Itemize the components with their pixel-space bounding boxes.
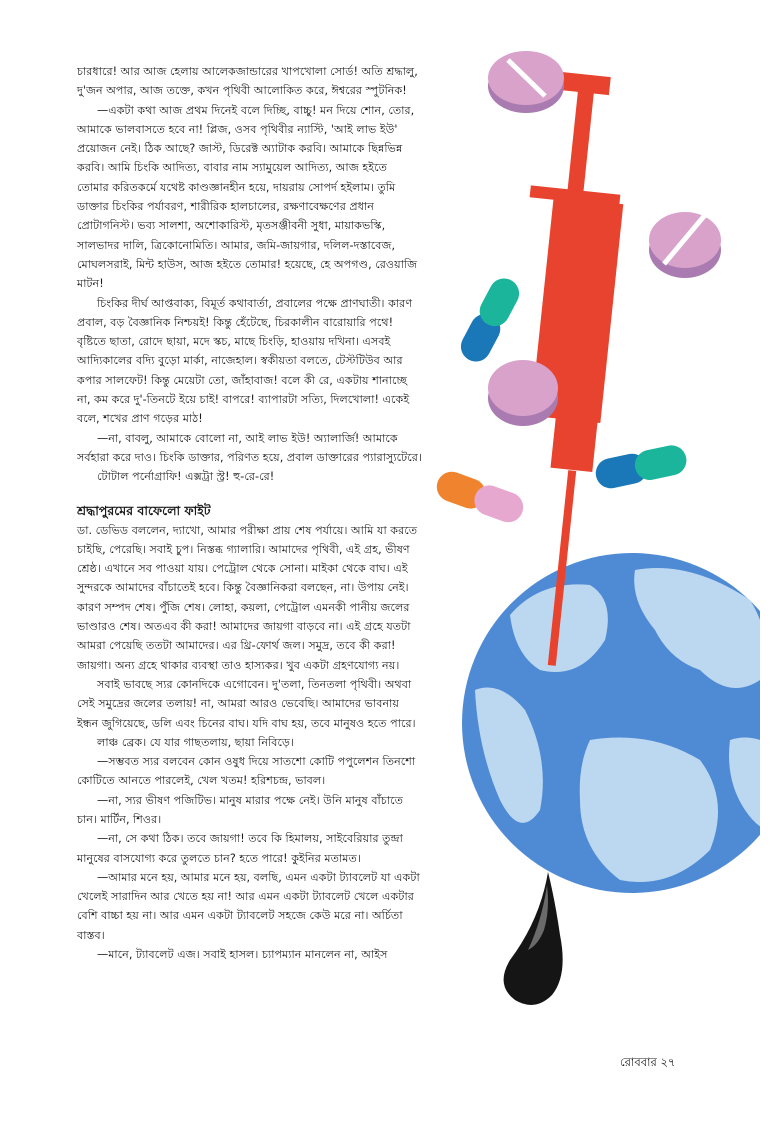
paragraph: —সম্ভবত স্যর বলবেন কোন ওষুধ দিয়ে সাতশো কোটি পপুলেশন তিনশো কোটিতে আনতে পারলেই, খেল খতম! হরিশচন্দ্র, ভাবল।: [77, 755, 416, 788]
globe-landmass: [580, 738, 718, 883]
capsule: [593, 443, 689, 491]
paragraph: —না, স্যর ভীষণ পজিটিভ। মানুষ মারার পক্ষে নেই। উনি মানুষ বাঁচাতে চান। মার্টিন, শিওর।: [77, 793, 403, 826]
page-folio: রোববার ২৭: [620, 1055, 676, 1069]
syringe-tip: [551, 418, 598, 472]
section-heading: শ্রদ্ধাপুরমের বাফেলো ফাইট: [77, 502, 211, 518]
pill-tablet: [488, 360, 558, 426]
paragraph: টোটাল পর্নোগ্রাফি! এক্সট্রা স্ট্র! হু-রে-রে!: [97, 470, 275, 484]
paragraph: —একটা কথা আজ প্রথম দিনেই বলে দিচ্ছি, বাচ্চু! মন দিয়ে শোন, তোর, আমাকে ভালবাসতে হবে না! প্লিজ, ওসব পৃথিবীর ন্যাস্টি, 'আই লাভ ইউ' প্রয়োজন নেই। ঠিক আছে? জাস্ট, ডিরেক্ট অ্যাটাক করবি। আমাকে ছিন্নভিন্ন করবি। আমি চিংকি আদিত্য, বাবার নাম স্যামুয়েল আদিত্য, আজ হইতে তোমার করিতকর্মে যথেষ্ট কাণ্ডজ্ঞানহীন হয়ে, দায়রায় সোপর্দ হইলাম। তুমি ডাক্তার চিংকির পর্যাবরণ, শারীরিক হালচালের, রক্ষণাবেক্ষণের প্রধান প্রোটাগনিস্ট। ভব্য সালশা, অশোকারিস্ট, মৃতসঞ্জীবনী সুধা, মায়াকভস্কি, সালভাদর দালি, ত্রিকোনোমিতি। আমার, জমি-জায়গার, দলিল-দস্তাবেজ, মোঘলসরাই, মিন্ট হাউস, আজ হইতে তোমার! হয়েছে, হে অপগণ্ড, রেওয়াজি মাটন!: [77, 103, 418, 291]
paragraph: —মানে, ট্যাবলেট এজ। সবাই হাসল। চ্যাপম্যান মানলেন না, আইস: [97, 948, 388, 962]
pill-tablet: [488, 51, 564, 113]
illustration: [430, 40, 760, 1020]
paragraph: লাঞ্চ ব্রেক। যে যার গাছতলায়, ছায়া নিবিড়ে।: [97, 735, 294, 749]
capsule: [456, 273, 525, 367]
globe: [462, 553, 760, 893]
pill-tablet: [649, 212, 721, 278]
paragraph: —না, সে কথা ঠিক। তবে জায়গা! তবে কি হিমালয়, সাইবেরিয়ার তুন্দ্রা মানুষের বাসযোগ্য করে তুলতে চান? হতে পারে! কুইনির মতামত।: [77, 832, 403, 865]
paragraph: ডা. ডেভিড বললেন, দ্যাখো, আমার পরীক্ষা প্রায় শেষ পর্যায়ে। আমি যা করতে চাইছি, পেরেছি। সবাই চুপ। নিস্তব্ধ গ্যালারি। আমাদের পৃথিবী, এই গ্রহ, ভীষণ শ্রেষ্ঠ। এখানে সব পাওয়া যায়। পেট্রোল থেকে সোনা। মাইকা থেকে বাঘ। এই সুন্দরকে আমাদের বাঁচাতেই হবে। কিন্তু বৈজ্ঞানিকরা বলছেন, না। উপায় নেই। কারণ সম্পদ শেষ। পুঁজি শেষ। লোহা, কয়লা, পেট্রোল এমনকী পানীয় জলের ভাণ্ডারও শেষ। অতএব কী করা! আমাদের জায়গা বাড়বে না। এই গ্রহে যতটা আমরা পেয়েছি ততটা আমাদের। এর থ্রি-ফোর্থ জল। সমুদ্র, তবে কী করা! জায়গা। অন্য গ্রহে থাকার ব্যবস্থা তাও হাস্যকর। খুব একটা গ্রহণযোগ্য নয়।: [77, 523, 418, 672]
paragraph: চিংকির দীর্ঘ আপ্তবাক্য, বিমূর্ত কথাবার্তা, প্রবালের পক্ষে প্রাণঘাতী। কারণ প্রবাল, বড় বৈজ্ঞানিক নিশ্চয়ই! কিন্তু হেঁটেছে, চিরকালীন বারোয়ারি পথে! বৃষ্টিতে ছাতা, রোদে ছায়া, মদে স্কচ, মাছে চিংড়ি, হাওয়ায় দখিনা। এসবই আদ্যিকালের বদ্যি বুড়ো মার্কা, নাজেহাল। স্বকীয়তা বলতে, টেস্টটিউব আর কপার সালফেট! কিন্তু মেয়েটা তো, জাঁহাবাজ! বলে কী রে, একটায় শানাচ্ছে না, কম করে দু'-তিনটে ইয়ে চাই! বাপরে! ব্যাপারটা সত্যি, দিলখোলা! একেই বলে, শখের প্রাণ গড়ের মাঠ!: [77, 296, 413, 426]
paragraph: —আমার মনে হয়, আমার মনে হয়, বলছি, এমন একটা ট্যাবলেট যা একটা খেলেই সারাদিন আর খেতে হয় না! আর এমন একটা ট্যাবলেট খেলে একটার বেশি বাচ্চা হয় না। আর এমন একটা ট্যাবলেট সহজে কেউ মরে না। অর্চিতা বাস্তব।: [77, 870, 420, 942]
article-column: [77, 62, 422, 964]
paragraph: —না, বাবলু, আমাকে বোলো না, আই লাভ ইউ! অ্যালার্জি! আমাকে সর্বহারা করে দাও। চিংকি ডাক্তার, পরিণত হয়ে, প্রবাল ডাক্তারের প্যারাস্যুটেরে।: [77, 431, 422, 464]
capsule: [433, 468, 528, 527]
paragraph: সবাই ভাবছে স্যর কোনদিকে এগোবেন। দু'তলা, তিনতলা পৃথিবী। অথবা সেই সমুদ্রের জলের তলায়! না, আমরা আরও ভেবেছি। আমাদের ভাবনায় ইন্ধন জুগিয়েছে, ডলি এবং চিনের বাঘ। যদি বাঘ হয়, তবে মানুষও হতে পারে।: [77, 677, 416, 730]
paragraph: চারধারে! আর আজ হেলায় আলেকজান্ডারের খাপখোলা সোর্ড! অতি শ্রদ্ধালু, দু'জন অপার, আজ তক্তে, কখন পৃথিবী আলোকিত করে, ঈশ্বরের স্পুটনিক!: [77, 65, 418, 98]
